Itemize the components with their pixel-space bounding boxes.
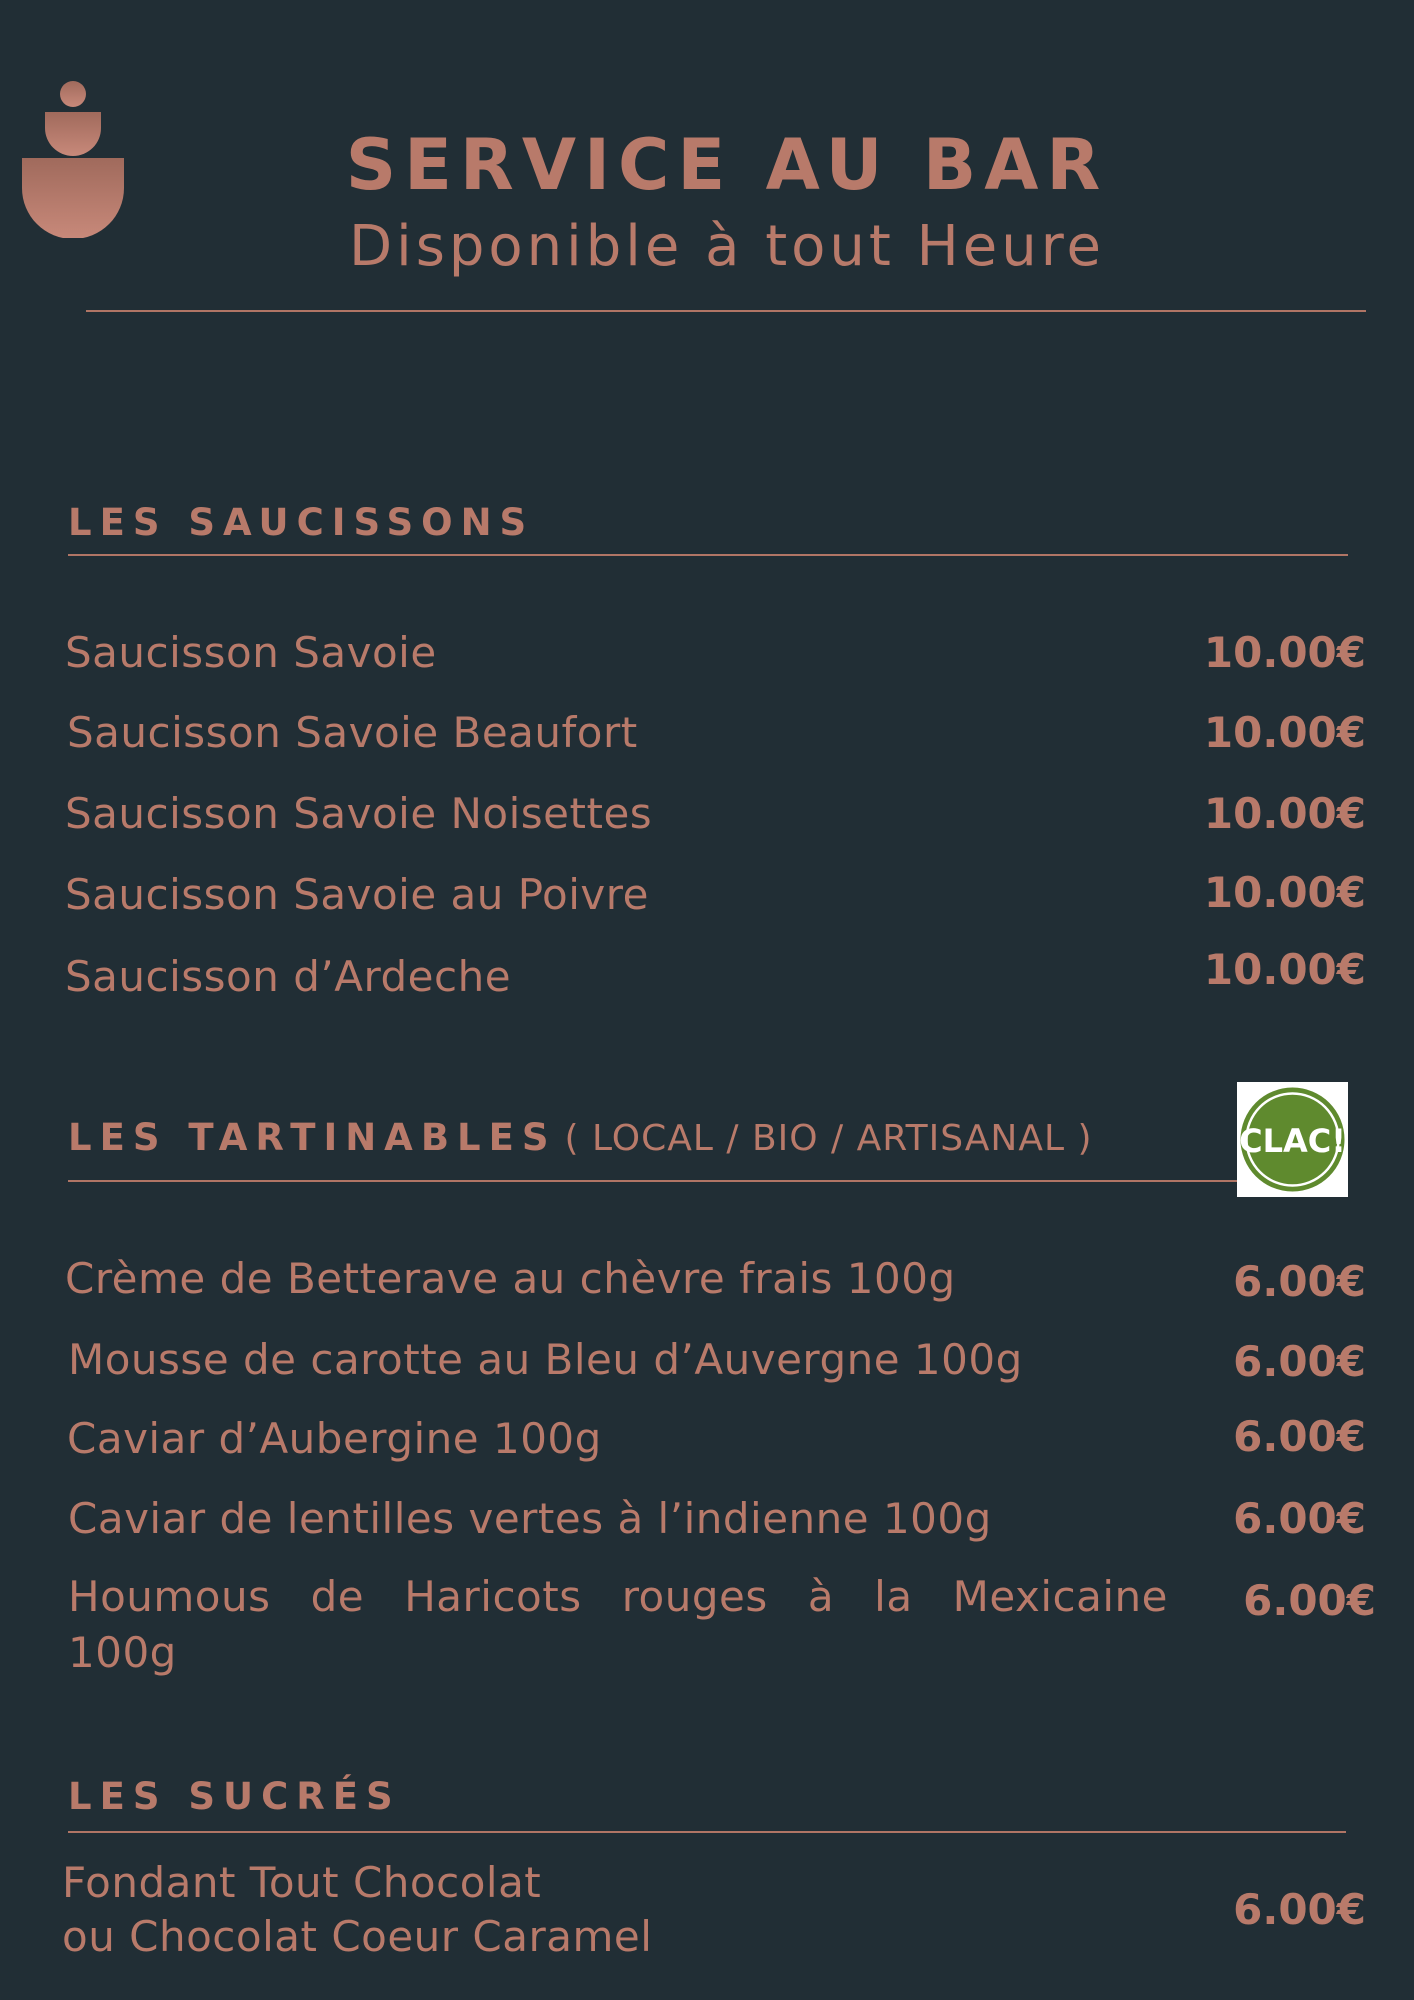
menu-item-name-line1: Houmous de Haricots rouges à la Mexicaine — [68, 1572, 1168, 1621]
menu-item-price: 6.00€ — [1233, 1494, 1366, 1543]
menu-item-price: 6.00€ — [1233, 1257, 1366, 1306]
header-divider — [86, 310, 1366, 312]
section-divider — [68, 1831, 1346, 1833]
section-title-saucissons: LES SAUCISSONS — [68, 501, 535, 544]
menu-item-name: Saucisson Savoie Noisettes — [65, 789, 653, 838]
menu-item-name: Saucisson Savoie Beaufort — [67, 708, 638, 757]
menu-item-price: 6.00€ — [1233, 1412, 1366, 1461]
menu-item-price: 10.00€ — [1203, 945, 1366, 994]
menu-item-name: Mousse de carotte au Bleu d’Auvergne 100g — [68, 1335, 1023, 1384]
menu-item-name: Saucisson Savoie — [65, 628, 437, 677]
clac-logo-icon — [1237, 1082, 1348, 1197]
section-title-text: LES TARTINABLES — [68, 1116, 557, 1159]
badge-text: CLAC! — [1239, 1122, 1346, 1160]
menu-item-name: Saucisson d’Ardeche — [65, 952, 512, 1001]
page-title: SERVICE AU BAR — [345, 124, 1109, 206]
page-subtitle: Disponible à tout Heure — [349, 214, 1105, 279]
menu-item-name: Crème de Betterave au chèvre frais 100g — [65, 1254, 956, 1303]
menu-item-price: 6.00€ — [1243, 1576, 1376, 1625]
menu-item-name-line1: Fondant Tout Chocolat — [62, 1858, 542, 1907]
section-note: ( LOCAL / BIO / ARTISANAL ) — [564, 1118, 1093, 1159]
menu-item-name: Caviar de lentilles vertes à l’indienne 100g — [68, 1494, 992, 1543]
menu-item-name: Caviar d’Aubergine 100g — [67, 1414, 602, 1463]
menu-item-price: 10.00€ — [1203, 789, 1366, 838]
menu-item-name-line2: 100g — [68, 1628, 177, 1677]
section-title-sucres: LES SUCRÉS — [68, 1775, 401, 1818]
section-title-tartinables — [68, 1113, 1093, 1164]
section-divider — [68, 554, 1348, 556]
menu-item-price: 10.00€ — [1203, 708, 1366, 757]
menu-item-price: 6.00€ — [1233, 1885, 1366, 1934]
menu-item-price: 10.00€ — [1203, 868, 1366, 917]
menu-item-price: 10.00€ — [1203, 628, 1366, 677]
menu-item-name: Saucisson Savoie au Poivre — [65, 870, 649, 919]
menu-item-price: 6.00€ — [1233, 1337, 1366, 1386]
menu-item-name-line2: ou Chocolat Coeur Caramel — [62, 1912, 653, 1961]
section-divider — [68, 1180, 1238, 1182]
